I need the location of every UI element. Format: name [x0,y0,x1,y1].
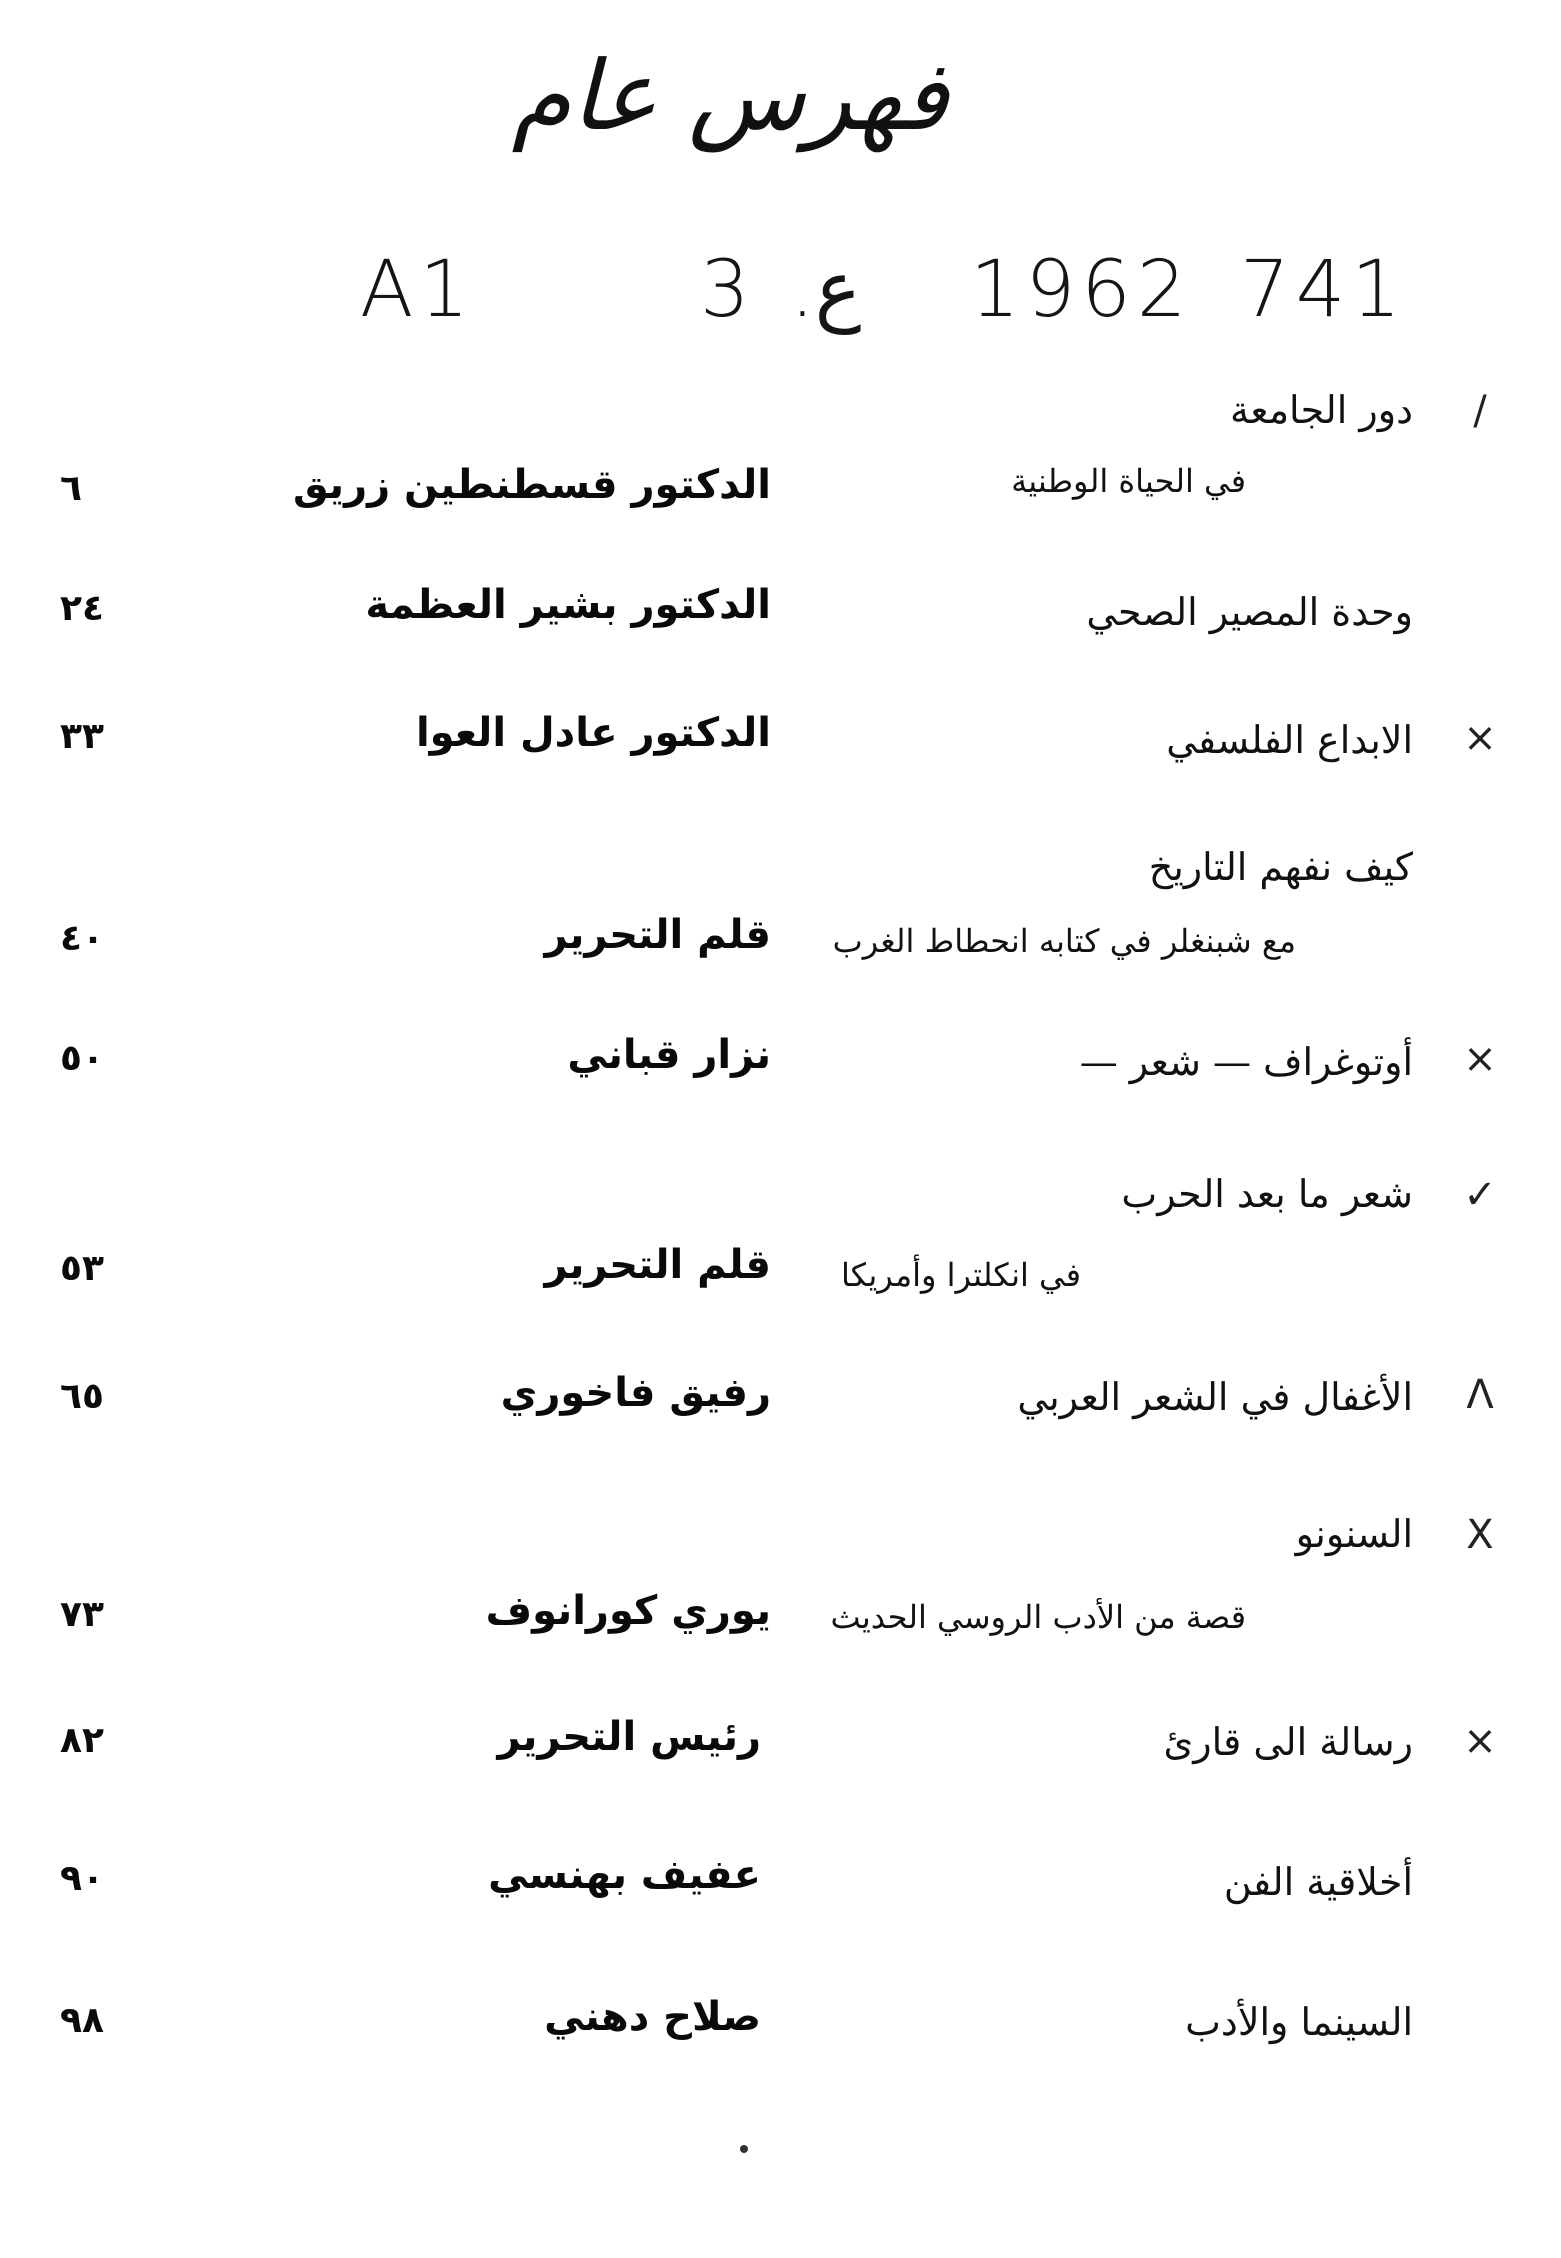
entry-title: السنونو [1295,1512,1413,1556]
entry-author: رئيس التحرير [497,1714,761,1760]
handwritten-cross-mark: × [1463,715,1497,761]
entry-title: الابداع الفلسفي [1166,718,1413,762]
entry-author: قلم التحرير [544,1242,771,1288]
entry-author: قلم التحرير [544,912,771,958]
entry-author: يوري كورانوف [485,1588,771,1634]
entry-author: الدكتور بشير العظمة [365,582,771,628]
entry-page-number: ٧٣ [60,1594,104,1635]
entry-author: رفيق فاخوري [500,1370,771,1416]
entry-title: الأغفال في الشعر العربي [1017,1375,1413,1419]
handwritten-caret-mark: Λ [1466,1372,1494,1418]
page-title: فهرس عام [511,40,949,152]
entry-title: شعر ما بعد الحرب [1121,1172,1413,1216]
entry-page-number: ٨٢ [60,1720,104,1761]
entry-author: الدكتور قسطنطين زريق [293,462,771,508]
catalog-part: 3 [700,245,756,335]
entry-page-number: ٣٣ [60,716,104,757]
entry-page-number: ٩٠ [60,1858,104,1899]
entry-page-number: ٢٤ [60,588,104,629]
handwritten-check-mark: ✓ [1463,1172,1497,1218]
entry-page-number: ٤٠ [60,918,104,959]
entry-title: دور الجامعة [1229,388,1413,432]
entry-title: السينما والأدب [1185,2000,1413,2044]
entry-subtitle: قصة من الأدب الروسي الحديث [830,1598,1246,1636]
catalog-part: 741 [1240,245,1407,335]
entry-title: أوتوغراف — شعر — [1079,1040,1413,1084]
handwritten-cross-mark: × [1463,1036,1497,1082]
page-dot [740,2145,748,2153]
catalog-number [360,245,1420,355]
entry-page-number: ٥٠ [60,1038,104,1079]
entry-author: عفيف بهنسي [488,1852,761,1898]
handwritten-x-mark: X [1466,1512,1494,1558]
entry-subtitle: في انكلترا وأمريكا [840,1256,1081,1294]
handwritten-cross-mark: × [1463,1718,1497,1764]
entry-subtitle: مع شبنغلر في كتابه انحطاط الغرب [832,922,1296,960]
catalog-part: .ع [790,245,862,335]
entry-page-number: ٦٥ [60,1376,104,1417]
entry-author: صلاح دهني [544,1994,761,2040]
handwritten-slash-mark: / [1473,388,1487,434]
catalog-part: A1 [360,245,475,335]
entry-page-number: ٥٣ [60,1248,104,1289]
entry-page-number: ٩٨ [60,2000,104,2041]
entry-page-number: ٦ [60,468,82,509]
entry-subtitle: في الحياة الوطنية [1011,462,1246,500]
entry-title: رسالة الى قارئ [1163,1720,1413,1764]
entry-title: أخلاقية الفن [1223,1860,1413,1904]
entry-title: وحدة المصير الصحي [1086,590,1413,634]
catalog-part: 1962 [970,245,1193,335]
entry-title: كيف نفهم التاريخ [1148,845,1413,889]
entry-author: الدكتور عادل العوا [415,710,771,756]
entry-author: نزار قباني [567,1032,771,1078]
